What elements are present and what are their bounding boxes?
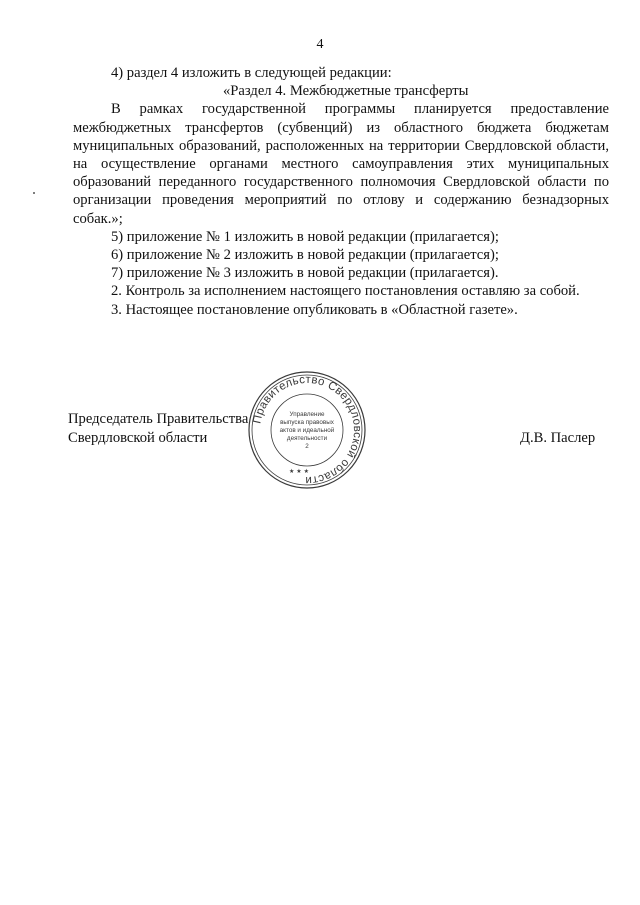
signature-position (68, 410, 248, 447)
document-body (73, 64, 609, 319)
paragraph-item-5: 5) приложение № 1 изложить в новой редакции (прилагается); (111, 228, 499, 245)
seal-outer-text: Правительство Свердловской области (251, 373, 364, 487)
position-line-2: Свердловской области (68, 429, 208, 446)
seal-stars-icon: ★ ★ ★ (289, 468, 309, 475)
seal-inner-line-5: 2 (305, 443, 309, 450)
seal-inner-line-2: выпуска правовых (280, 419, 334, 426)
page-number: 4 (316, 37, 324, 52)
paragraph-item-4: 4) раздел 4 изложить в следующей редакции: (111, 65, 392, 81)
seal-inner-line-3: актов и идеальной (279, 427, 335, 434)
paragraph-item-6: 6) приложение № 2 изложить в новой редакции (прилагается); (111, 247, 499, 264)
seal-inner-line-1: Управление (289, 411, 325, 418)
section-heading: «Раздел 4. Межбюджетные трансферты (223, 83, 469, 100)
section-4-text: В рамках государственной программы планируется предоставление межбюджетных трансфертов (субвенций) из областного бюджета бюджетам муниципальных образований, расположенных на территории Свердловской области, на осуществление органами местного самоуправления этих муниципальных образований переданного государственного полномочия Свердловской области по организации проведения мероприятий по отлову и содержанию безнадзорных собак.»; (73, 101, 609, 227)
official-seal-stamp (247, 370, 367, 490)
signatory-name: Д.В. Паслер (520, 430, 596, 446)
margin-dot (33, 192, 35, 194)
seal-graphic (247, 370, 367, 490)
position-line-1: Председатель Правительства (68, 411, 249, 427)
paragraph-item-7: 7) приложение № 3 изложить в новой редакции (прилагается). (111, 265, 499, 282)
paragraph-point-3: 3. Настоящее постановление опубликовать в «Областной газете». (111, 301, 518, 318)
seal-inner-line-4: деятельности (286, 435, 328, 442)
paragraph-point-2: 2. Контроль за исполнением настоящего постановления оставляю за собой. (111, 283, 580, 300)
